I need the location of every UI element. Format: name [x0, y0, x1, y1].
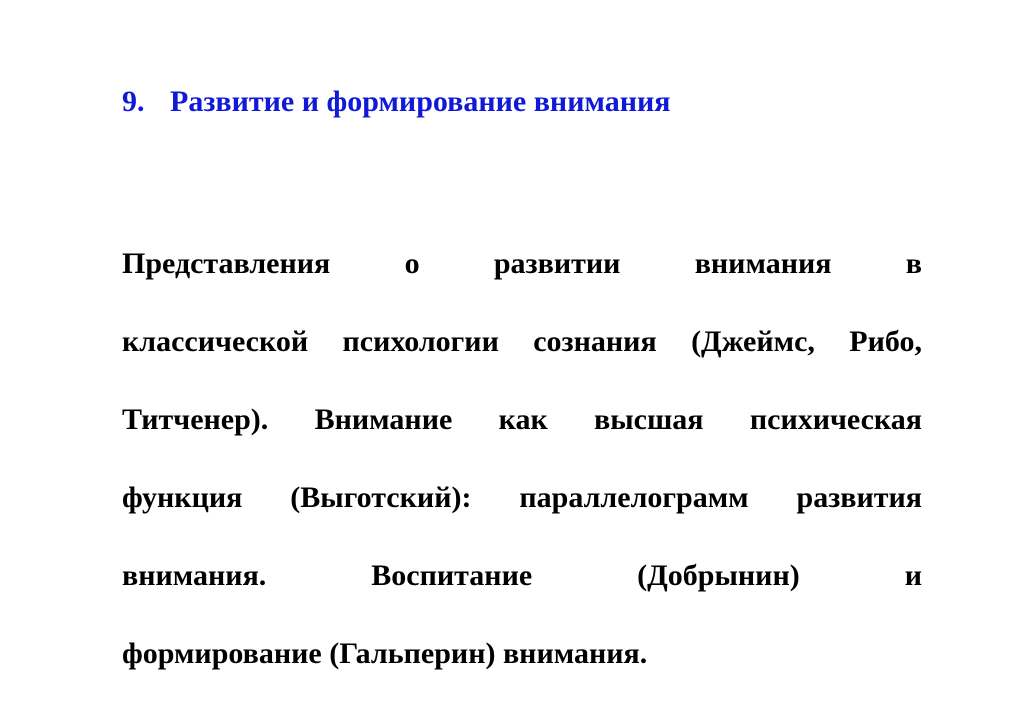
slide-title: [122, 80, 671, 124]
body-line: внимания. Воспитание (Добрынин) и: [122, 559, 922, 592]
slide-body: [122, 244, 922, 712]
body-line: Титченер). Внимание как высшая психическая: [122, 403, 922, 436]
body-line: Представления о развитии внимания в: [122, 247, 922, 280]
body-line: формирование (Гальперин) внимания.: [122, 637, 648, 670]
title-text: Развитие и формирование внимания: [170, 85, 671, 118]
body-line: функция (Выготский): параллелограмм развития: [122, 481, 922, 514]
body-line: классической психологии сознания (Джеймс, Рибо,: [122, 325, 922, 358]
title-number: 9.: [122, 85, 145, 118]
